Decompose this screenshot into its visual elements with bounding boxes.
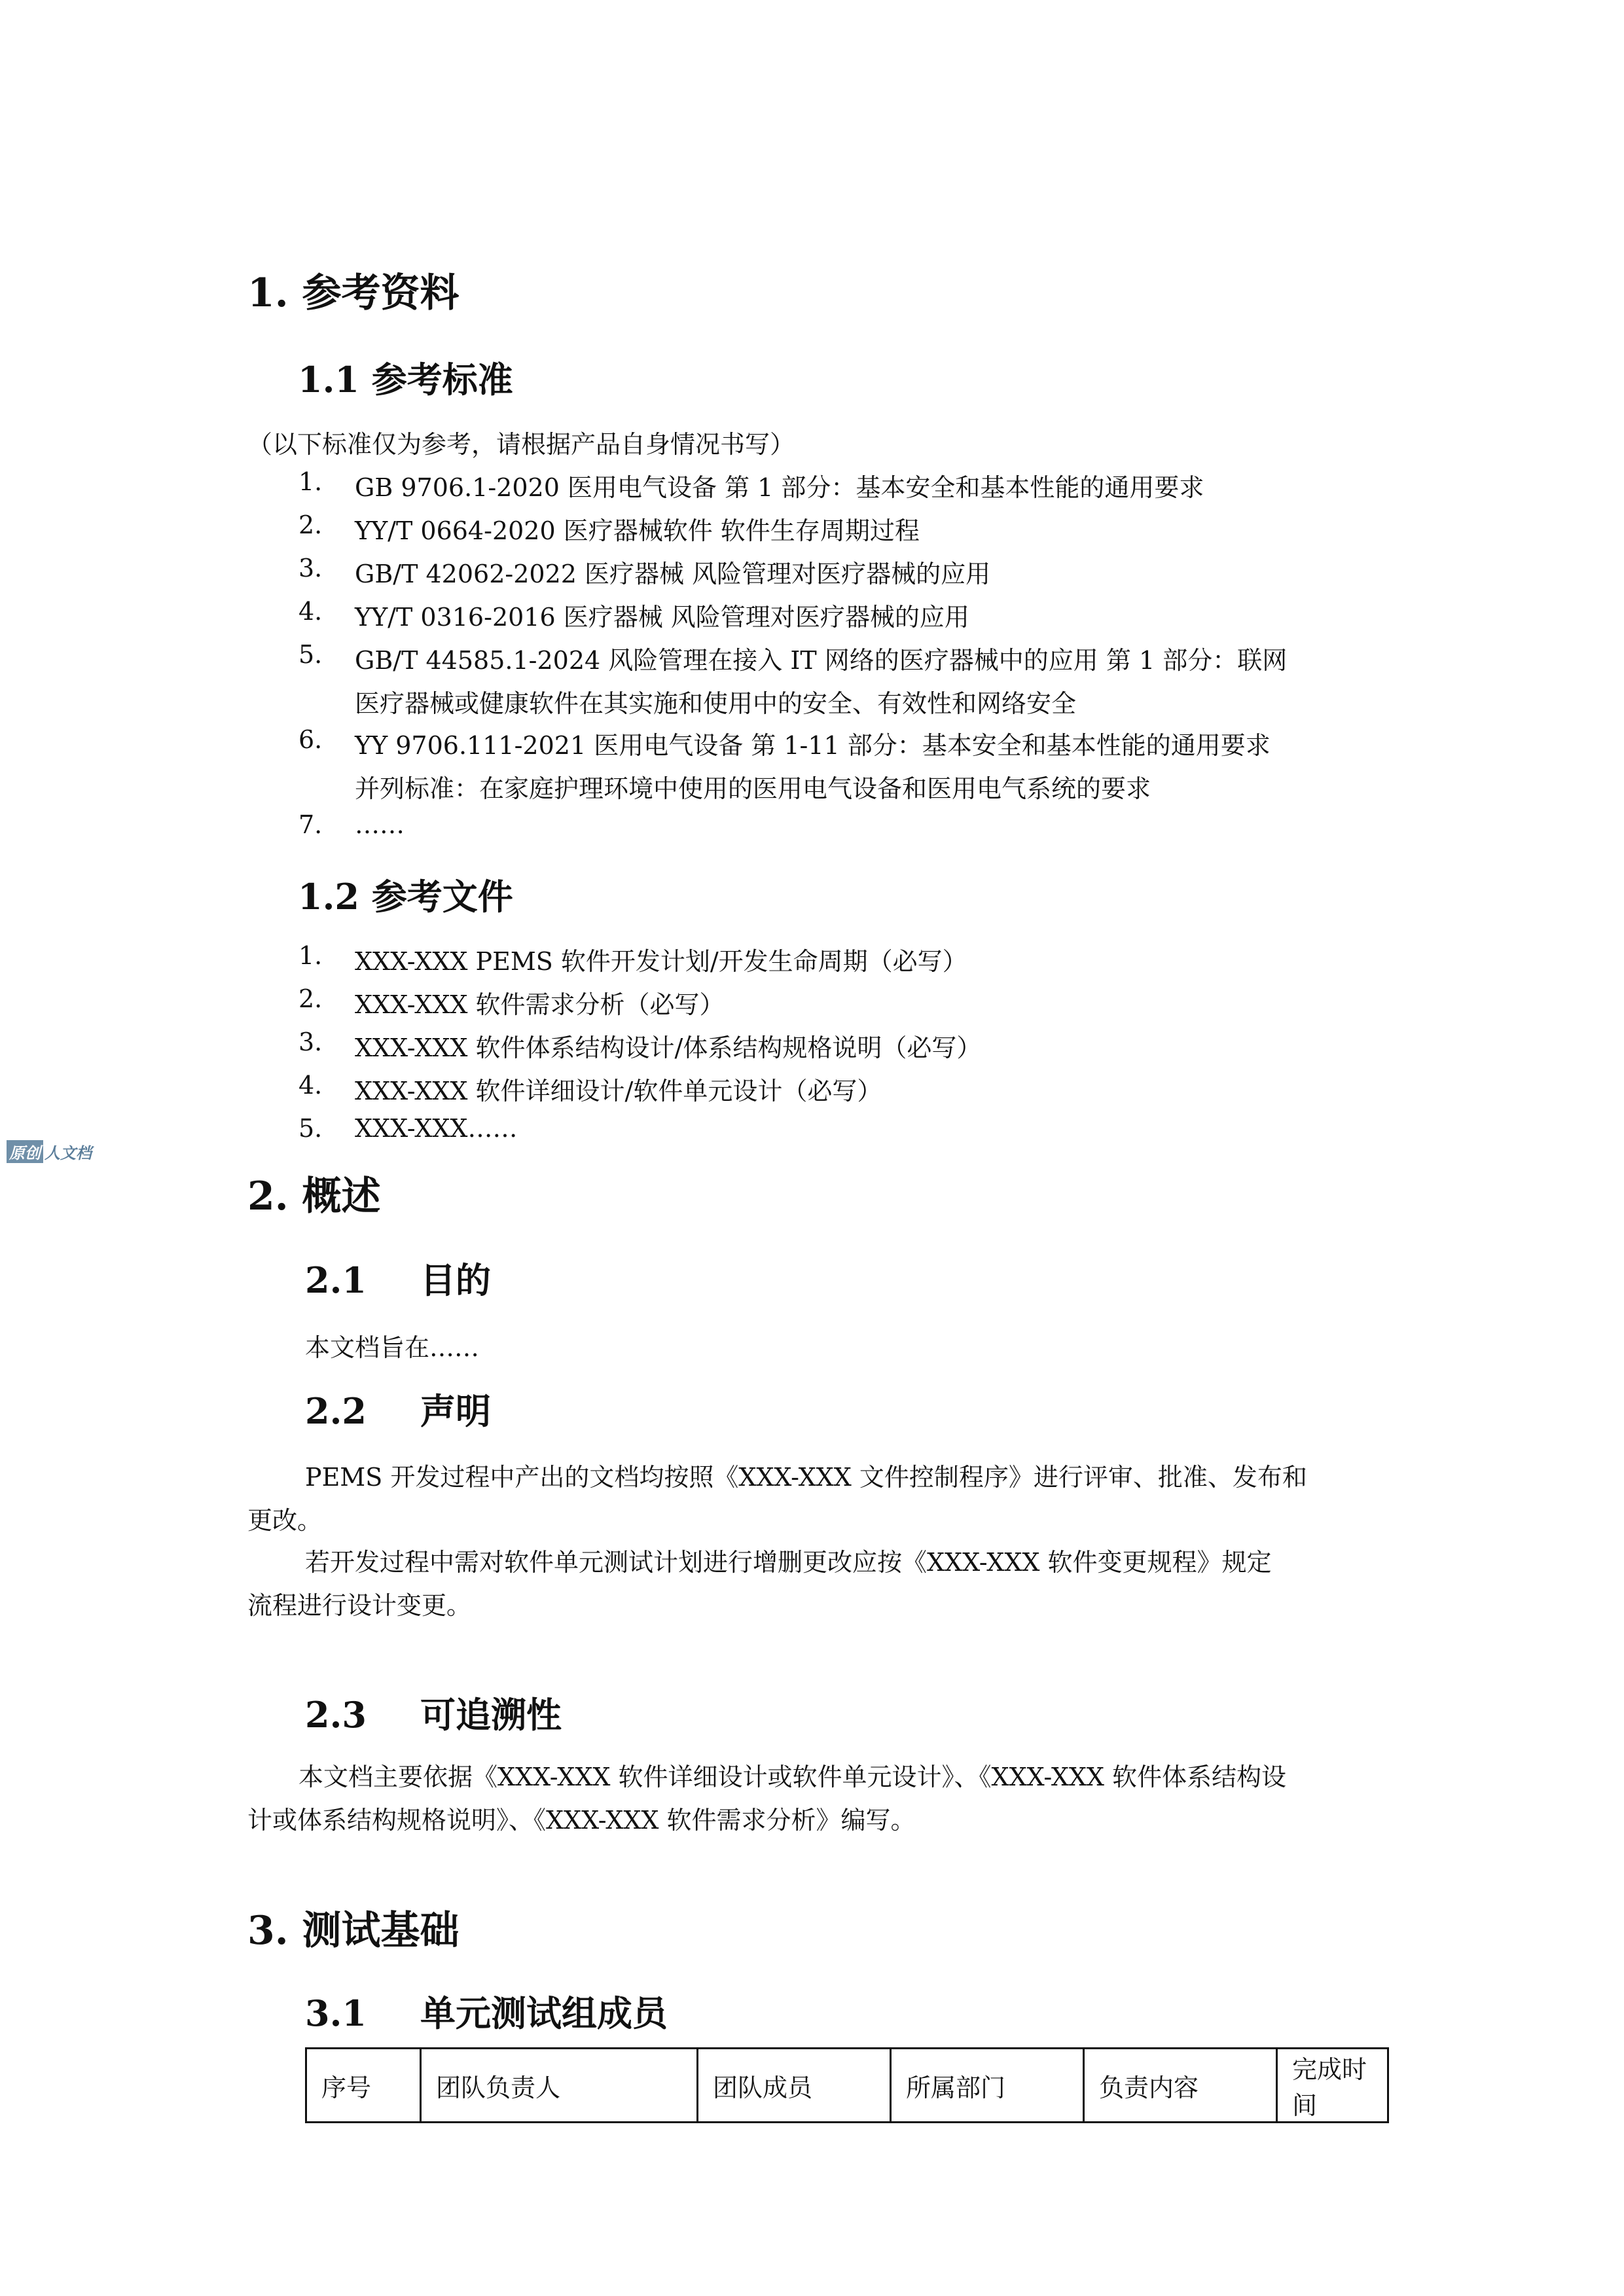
table-header-cell: 完成时间 (1277, 2049, 1388, 2123)
table-header-row (306, 2049, 1388, 2123)
heading-2: 2. 概述 (247, 1174, 381, 1219)
statement-para1-line1: PEMS 开发过程中产出的文档均按照《XXX-XXX 文件控制程序》进行评审、批准、发布和 (305, 1463, 1307, 1492)
heading-1-2: 1.2 参考文件 (298, 876, 513, 918)
heading-1: 1. 参考资料 (247, 270, 460, 316)
heading-2-1: 2.1 目的 (305, 1259, 491, 1301)
heading-3-1: 3.1 单元测试组成员 (305, 1992, 668, 2034)
watermark-logo (7, 1140, 92, 1163)
heading-3: 3. 测试基础 (247, 1908, 460, 1954)
table-header-cell: 负责内容 (1084, 2049, 1277, 2123)
heading-2-2: 2.2 声明 (305, 1390, 491, 1432)
test-team-table (305, 2047, 1389, 2123)
statement-para2-line1: 若开发过程中需对软件单元测试计划进行增删更改应按《XXX-XXX 软件变更规程》规定 (305, 1548, 1272, 1577)
table-header-cell: 序号 (306, 2049, 421, 2123)
traceability-line2: 计或体系结构规格说明》、《XXX-XXX 软件需求分析》编写。 (247, 1806, 916, 1835)
statement-para2-line2: 流程进行设计变更。 (247, 1591, 472, 1620)
watermark-box: 原创 (7, 1140, 43, 1163)
watermark-text: 人文档 (45, 1144, 92, 1162)
standards-note: （以下标准仅为参考，请根据产品自身情况书写） (247, 430, 795, 459)
heading-2-3: 2.3 可追溯性 (305, 1694, 562, 1736)
table-header-cell: 团队负责人 (421, 2049, 698, 2123)
purpose-text: 本文档旨在…… (305, 1333, 480, 1362)
traceability-line1: 本文档主要依据《XXX-XXX 软件详细设计或软件单元设计》、《XXX-XXX 软件体系结构设 (298, 1763, 1287, 1791)
heading-1-1: 1.1 参考标准 (298, 359, 513, 401)
table-header-cell: 团队成员 (698, 2049, 891, 2123)
table-header-cell: 所属部门 (891, 2049, 1084, 2123)
statement-para1-line2: 更改。 (247, 1506, 323, 1535)
